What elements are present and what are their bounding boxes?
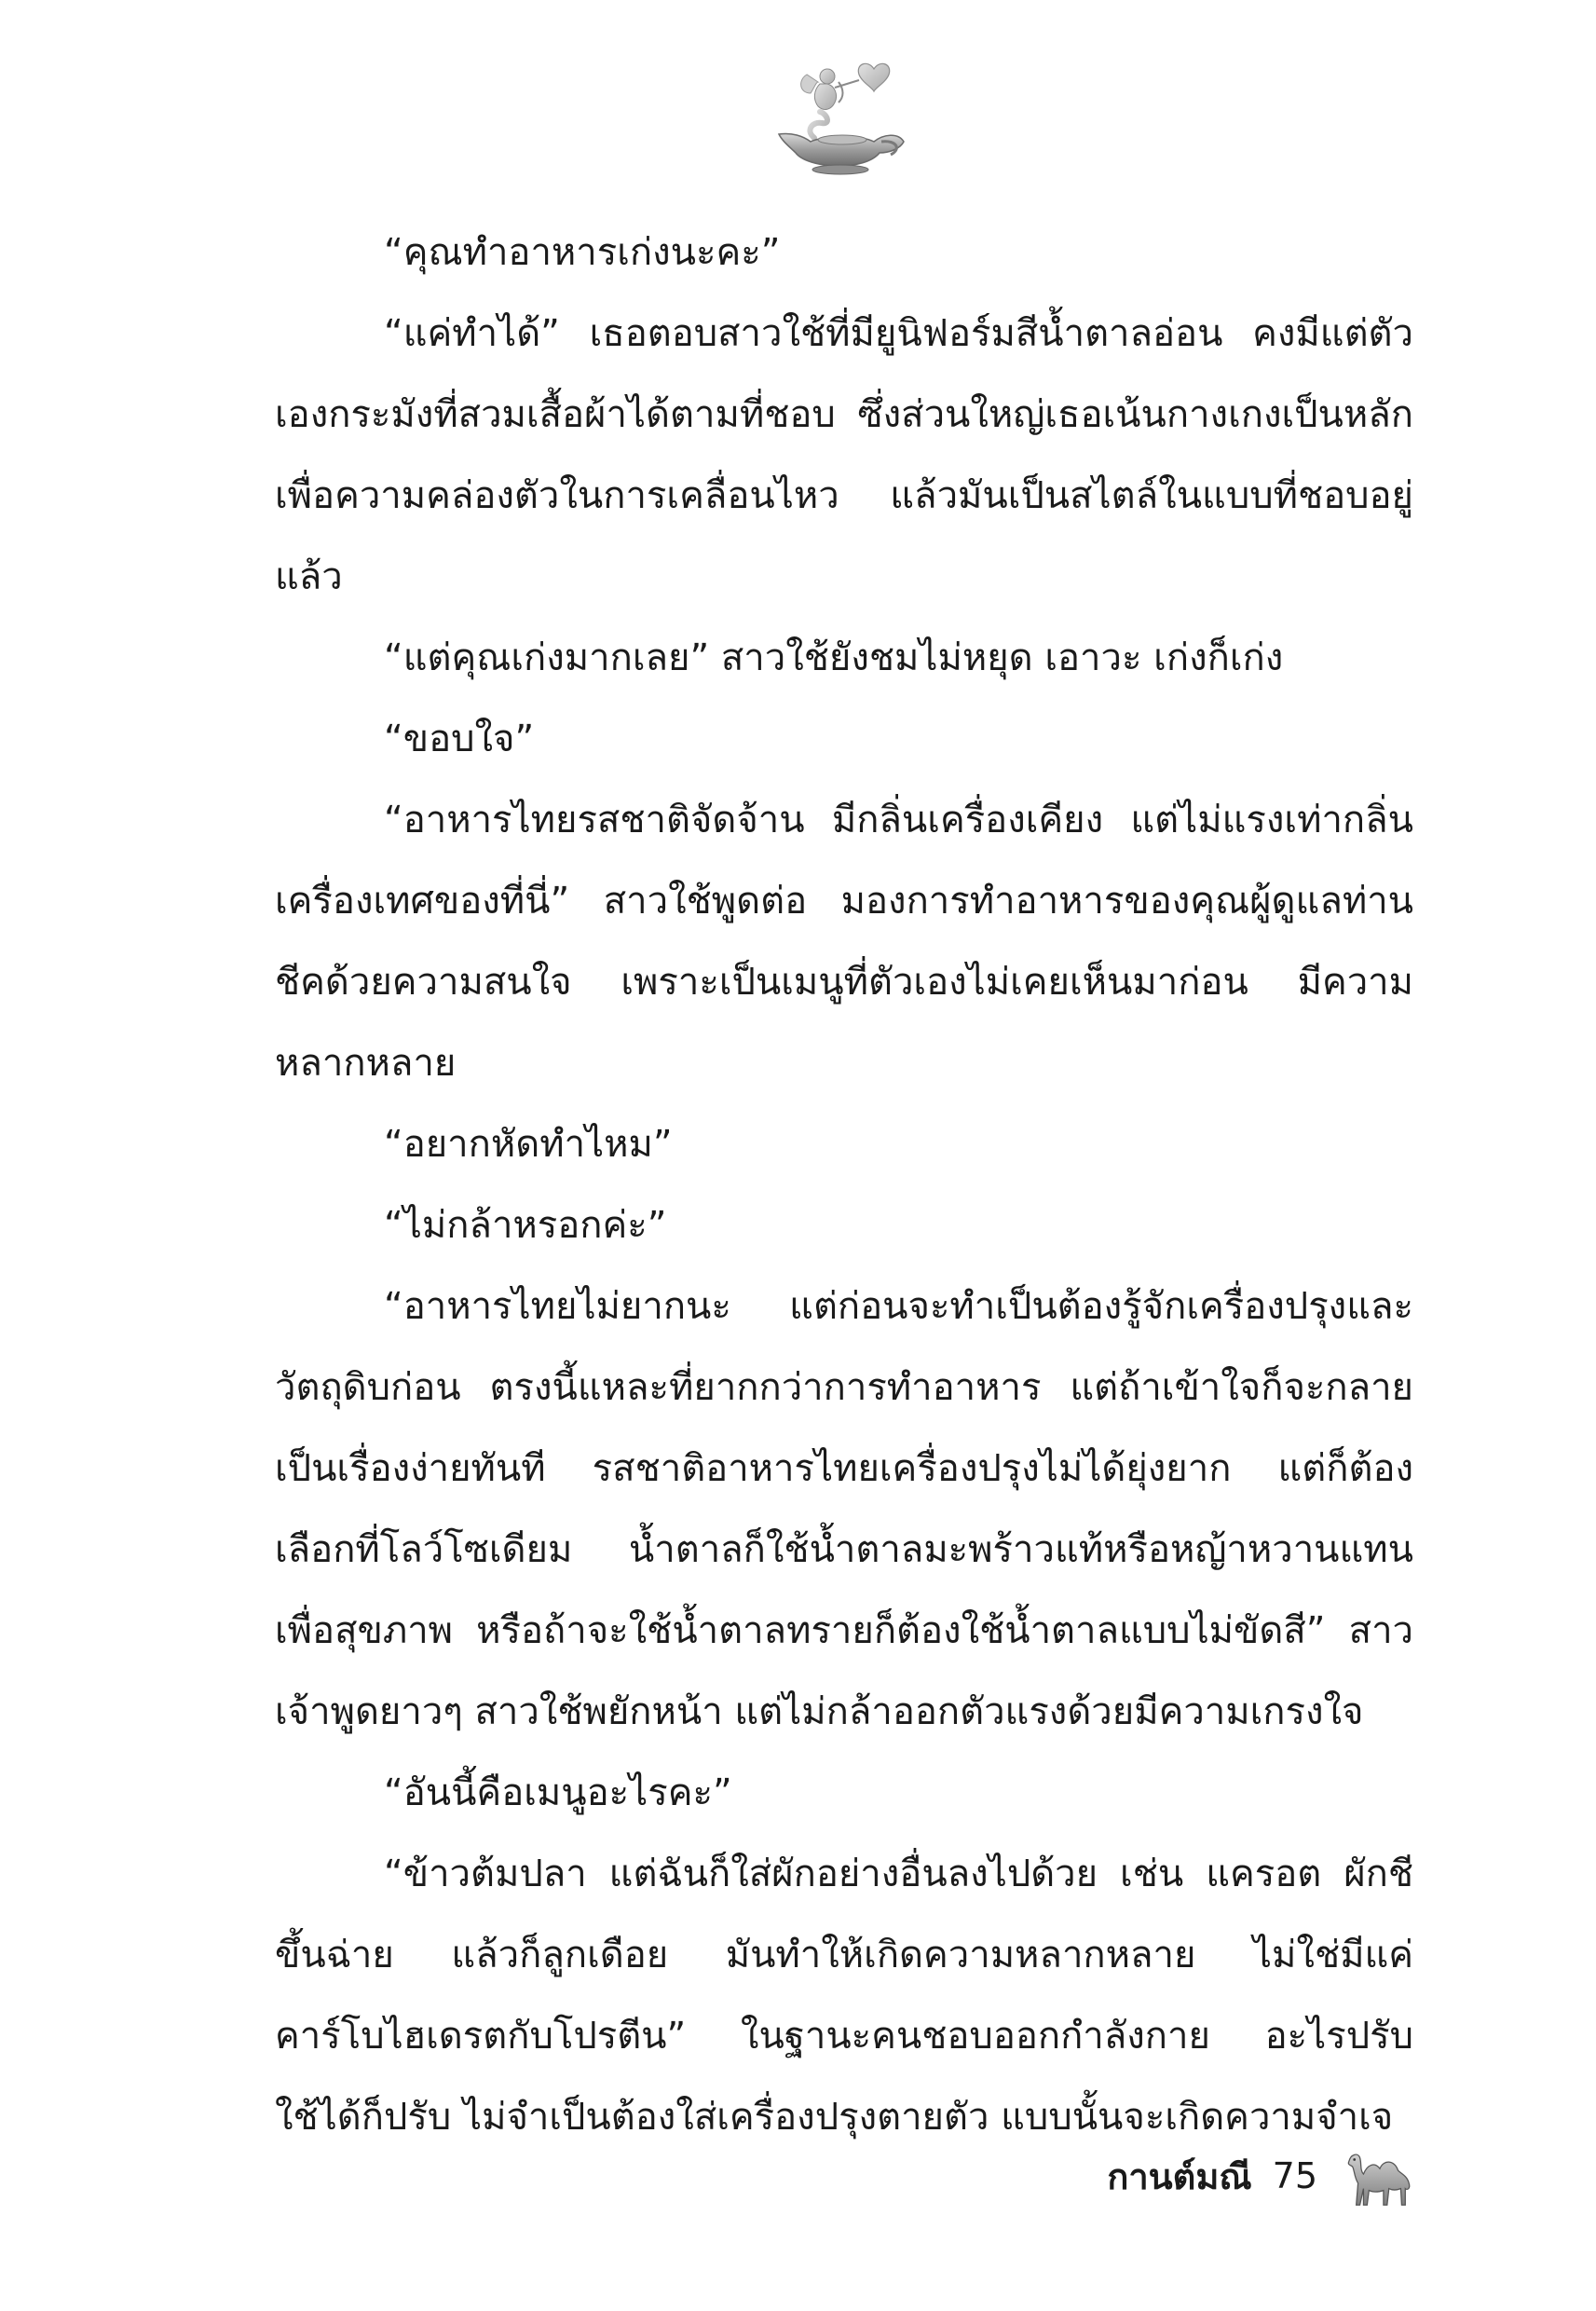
page-number: 75 [1272, 2155, 1317, 2196]
paragraph: “แต่คุณเก่งมากเลย” สาวใช้ยังชมไม่หยุด เอาวะ เก่งก็เก่ง [384, 636, 1284, 679]
paragraph: “อาหารไทยรสชาติจัดจ้าน มีกลิ่นเครื่องเคียง แต่ไม่แรงเท่ากลิ่นเครื่องเทศของที่นี่” สาวใช้พูดต่อ มองการทำอาหารของคุณผู้ดูแลท่านชีคด้วยความสนใจ เพราะเป็นเมนูที่ตัวเองไม่เคยเห็นมาก่อน มีความหลากหลาย [275, 799, 1413, 1085]
paragraph: “แค่ทำได้” เธอตอบสาวใช้ที่มียูนิฟอร์มสีน้ำตาลอ่อน คงมีแต่ตัวเองกระมังที่สวมเสื้อผ้าได้ตามที่ชอบ ซึ่งส่วนใหญ่เธอเน้นกางเกงเป็นหลักเพื่อความคล่องตัวในการเคลื่อนไหว แล้วมันเป็นสไตล์ในแบบที่ชอบอยู่แล้ว [275, 312, 1413, 598]
body-text [275, 212, 1413, 2158]
page-footer [1081, 2134, 1416, 2218]
paragraph: “อยากหัดทำไหม” [384, 1123, 673, 1166]
paragraph: “ขอบใจ” [384, 718, 535, 760]
paragraph: “ไม่กล้าหรอกค่ะ” [384, 1204, 667, 1247]
camel-icon [1344, 2142, 1416, 2209]
paragraph: “อันนี้คือเมนูอะไรคะ” [384, 1771, 732, 1814]
paragraph: “อาหารไทยไม่ยากนะ แต่ก่อนจะทำเป็นต้องรู้จักเครื่องปรุงและวัตถุดิบก่อน ตรงนี้แหละที่ยากกว่าการทำอาหาร แต่ถ้าเข้าใจก็จะกลายเป็นเรื่องง่ายทันที รสชาติอาหารไทยเครื่องปรุงไม่ได้ยุ่งยาก แต่ก็ต้องเลือกที่โลว์โซเดียม น้ำตาลก็ใช้น้ำตาลมะพร้าวแท้หรือหญ้าหวานแทน เพื่อสุขภาพ หรือถ้าจะใช้น้ำตาลทรายก็ต้องใช้น้ำตาลแบบไม่ขัดสี” สาวเจ้าพูดยาวๆ สาวใช้พยักหน้า แต่ไม่กล้าออกตัวแรงด้วยมีความเกรงใจ [275, 1285, 1413, 1733]
paragraph: “ข้าวต้มปลา แต่ฉันก็ใส่ผักอย่างอื่นลงไปด้วย เช่น แครอต ผักชี ขึ้นฉ่าย แล้วก็ลูกเดือย มันทำให้เกิดความหลากหลาย ไม่ใช่มีแค่คาร์โบไฮเดรตกับโปรตีน” ในฐานะคนชอบออกกำลังกาย อะไรปรับใช้ได้ก็ปรับ ไม่จำเป็นต้องใส่เครื่องปรุงตายตัว แบบนั้นจะเกิดความจำเจ [275, 1853, 1413, 2139]
genie-lamp-icon [770, 56, 909, 177]
book-title: กานต์มณี [1107, 2155, 1252, 2197]
paragraph: “คุณทำอาหารเก่งนะคะ” [384, 231, 781, 274]
